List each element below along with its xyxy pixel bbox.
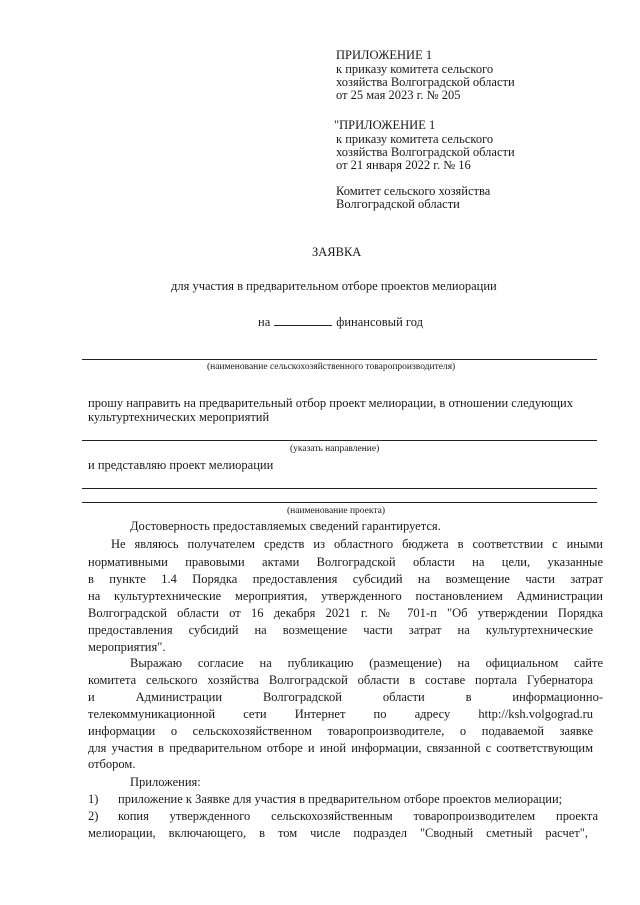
recipient-para-line2: нормативными правовыми актами Волгоградской области на цели, указанные [88, 555, 603, 569]
consent-para-line7: отбором. [88, 757, 136, 771]
consent-para-line1: Выражаю согласие на публикацию (размещение) на официальном сайте [130, 656, 603, 670]
project-caption: (наименование проекта) [287, 506, 386, 516]
reliability-text: Достоверность предоставляемых сведений гарантируется. [130, 519, 441, 533]
producer-name-line [82, 359, 597, 360]
attachment-2-text: копия утвержденного сельскохозяйственным товаропроизводителем проекта [118, 809, 598, 823]
attachment-2-cont: мелиорации, включающего, в том числе подраздел "Сводный сметный расчет", [88, 826, 588, 840]
recipient-para-line5: Волгоградской области от 16 декабря 2021 г. № 701-п "Об утверждении Порядка [88, 606, 603, 620]
addressee-line2: Волгоградской области [336, 197, 460, 211]
recipient-para-line1: Не являюсь получателем средств из областного бюджета в соответствии с иными [111, 537, 603, 551]
addressee-line1: Комитет сельского хозяйства [336, 184, 491, 198]
header2-line3: от 21 января 2022 г. № 16 [336, 158, 471, 172]
header2-line2: хозяйства Волгоградской области [336, 145, 515, 159]
recipient-para-line6: предоставления субсидий на возмещение части затрат на культуртехнические [88, 623, 593, 637]
consent-para-line2: комитета сельского хозяйства Волгоградской области в составе портала Губернатора [88, 673, 593, 687]
doc-subtitle: для участия в предварительном отборе проектов мелиорации [171, 279, 497, 293]
request-line2: культуртехнических мероприятий [88, 410, 270, 424]
header2-line1: к приказу комитета сельского [336, 132, 494, 146]
fiscal-year-line [258, 315, 423, 329]
consent-para-line4: телекоммуникационной сети Интернет по адресу http://ksh.volgograd.ru [88, 707, 593, 721]
header1-line3: от 25 мая 2023 г. № 205 [336, 88, 461, 102]
direction-line [82, 440, 597, 441]
consent-para-line6: для участия в предварительном отборе и иной информации, связанной с соответствующим [88, 741, 593, 755]
recipient-para-line3: в пункте 1.4 Порядка предоставления субсидий на возмещение части затрат [88, 572, 603, 586]
consent-para-line5: информации о сельскохозяйственном товаропроизводителе, о подаваемой заявке [88, 724, 593, 738]
fiscal-year-blank [274, 315, 332, 326]
consent-para-line3: и Администрации Волгоградской области в информационно- [88, 690, 603, 704]
attachment-2-num: 2) [88, 809, 99, 823]
request-line1: прошу направить на предварительный отбор проект мелиорации, в отношении следующих [88, 396, 573, 410]
present-text: и представляю проект мелиорации [88, 458, 274, 472]
project-line-1 [82, 488, 597, 489]
header1-line1: к приказу комитета сельского [336, 62, 494, 76]
doc-title: ЗАЯВКА [312, 245, 362, 259]
header2-title: "ПРИЛОЖЕНИЕ 1 [334, 118, 436, 132]
header1-line2: хозяйства Волгоградской области [336, 75, 515, 89]
direction-caption: (указать направление) [290, 444, 380, 454]
attachment-1-num: 1) [88, 792, 99, 806]
recipient-para-line4: на культуртехнические мероприятия, утвержденного постановлением Администрации [88, 589, 603, 603]
fiscal-prefix: на [258, 315, 271, 329]
recipient-para-line7: мероприятия". [88, 640, 166, 654]
attachment-1-text: приложение к Заявке для участия в предварительном отборе проектов мелиорации; [118, 792, 563, 806]
header1-title: ПРИЛОЖЕНИЕ 1 [336, 48, 433, 62]
producer-caption: (наименование сельскохозяйственного товаропроизводителя) [207, 362, 456, 372]
fiscal-suffix: финансовый год [336, 315, 423, 329]
project-line-2 [82, 502, 597, 503]
attachments-heading: Приложения: [130, 775, 201, 789]
